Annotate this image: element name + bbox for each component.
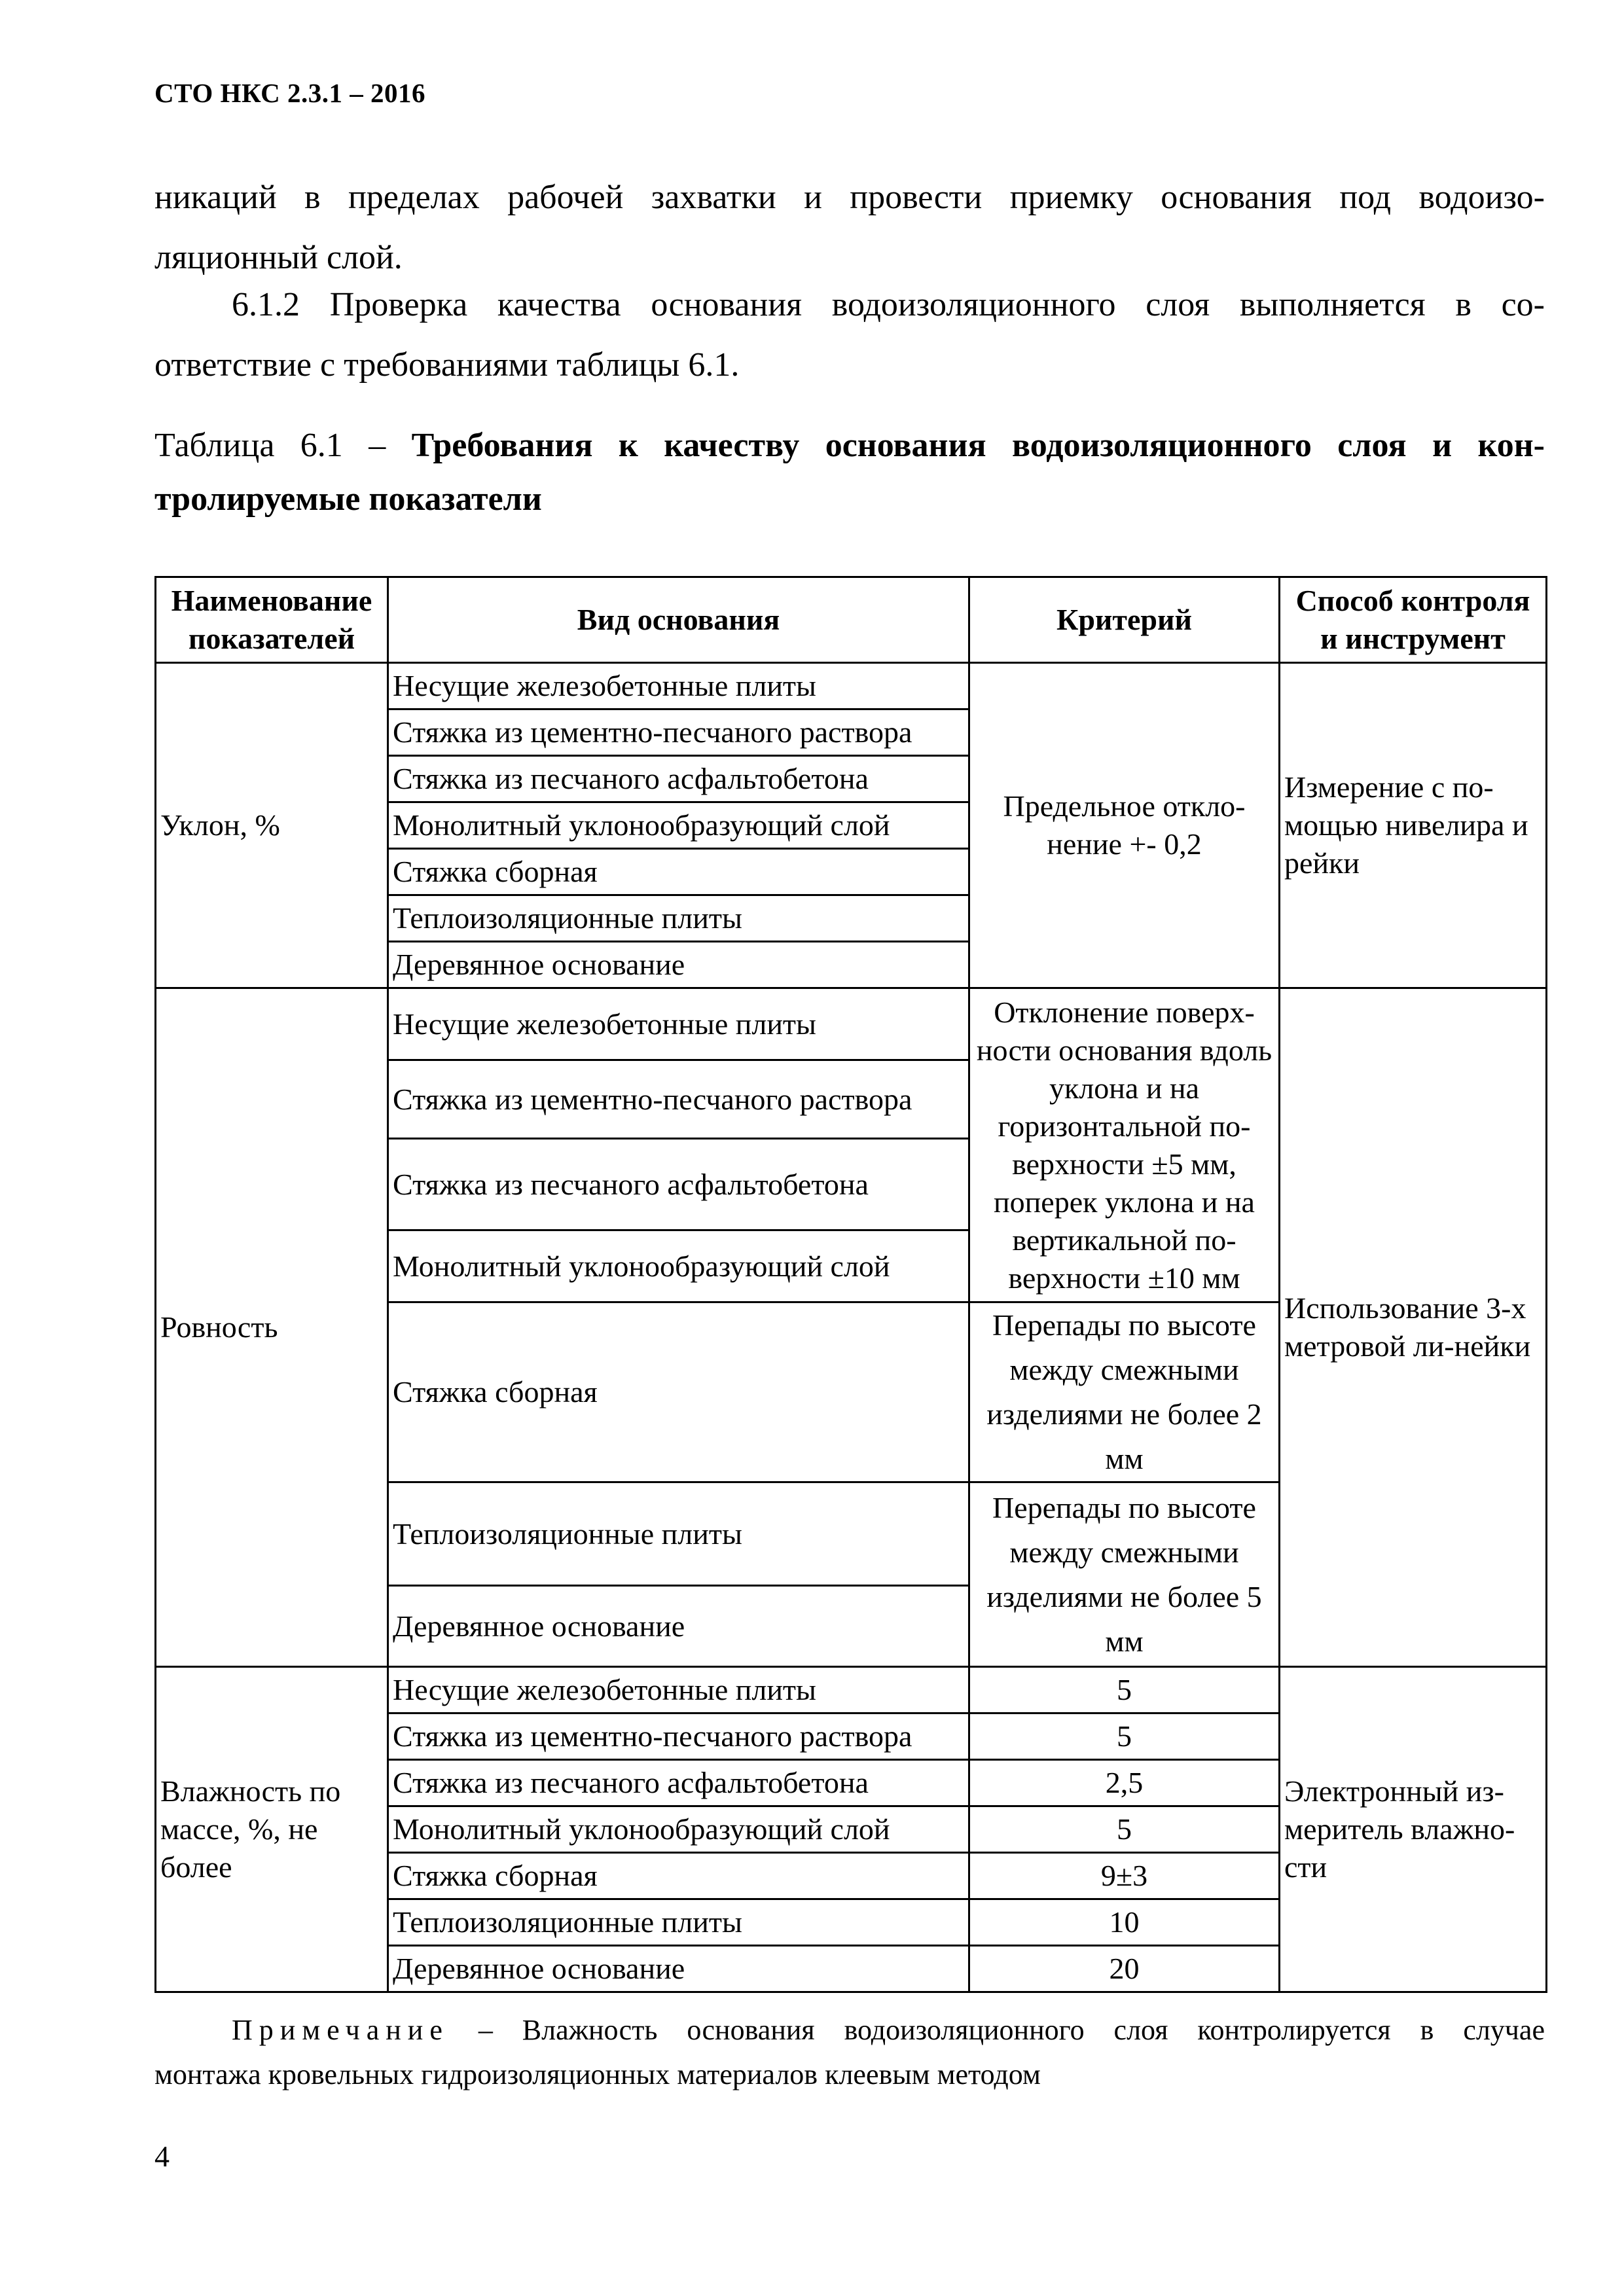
requirements-table [154,576,1547,1993]
moisture-value-cell: 9±3 [969,1853,1280,1899]
slope-control-cell: Измерение с по-мощью нивелира и рейки [1280,663,1547,988]
slope-name-cell: Уклон, % [156,663,388,988]
base-cell: Деревянное основание [388,1946,969,1992]
base-cell: Стяжка сборная [388,849,969,895]
header-base: Вид основания [388,577,969,663]
table-row [156,988,1547,1060]
header-name: Наименование показателей [156,577,388,663]
base-cell: Несущие железобетонные плиты [388,988,969,1060]
slope-criterion-cell: Предельное откло-нение +- 0,2 [969,663,1280,988]
note-label: Примечание [232,2014,449,2046]
moisture-value-cell: 10 [969,1899,1280,1946]
moisture-value-cell: 20 [969,1946,1280,1992]
moisture-value-cell: 5 [969,1667,1280,1713]
base-cell: Стяжка из песчаного асфальтобетона [388,756,969,802]
flatness-criterion-c-cell: Перепады по высоте между смежными изделиями не более 5 мм [969,1482,1280,1667]
document-code-header: СТО НКС 2.3.1 – 2016 [154,78,426,108]
paragraph-line: ответствие с требованиями таблицы 6.1. [154,346,740,384]
base-cell: Деревянное основание [388,1586,969,1667]
note-text: монтажа кровельных гидроизоляционных материалов клеевым методом [154,2058,1041,2090]
header-control: Способ контроля и инструмент [1280,577,1547,663]
base-cell: Несущие железобетонные плиты [388,1667,969,1713]
table-header-row [156,577,1547,663]
base-cell: Монолитный уклонообразующий слой [388,802,969,849]
flatness-control-cell: Использование 3-х метровой ли-нейки [1280,988,1547,1667]
flatness-criterion-b-cell: Перепады по высоте между смежными изделиями не более 2 мм [969,1302,1280,1482]
table-row [156,1667,1547,1713]
base-cell: Деревянное основание [388,942,969,988]
base-cell: Теплоизоляционные плиты [388,1482,969,1586]
base-cell: Монолитный уклонообразующий слой [388,1806,969,1853]
table-caption-title: тролируемые показатели [154,480,542,518]
base-cell: Теплоизоляционные плиты [388,895,969,942]
paragraph-continuation [154,168,1545,288]
flatness-criterion-a-cell: Отклонение поверх-ности основания вдоль уклона и на горизонтальной по-верхности ±5 мм, поперек уклона и на вертикальной по-верхности ±10 мм [969,988,1280,1302]
header-criterion: Критерий [969,577,1280,663]
note-text: – Влажность основания водоизоляционного слоя контролируется в случае [448,2014,1545,2046]
base-cell: Теплоизоляционные плиты [388,1899,969,1946]
moisture-control-cell: Электронный из-меритель влажно-сти [1280,1667,1547,1992]
paragraph-line: 6.1.2 Проверка качества основания водоизоляционного слоя выполняется в со- [232,286,1545,323]
base-cell: Стяжка из цементно-песчаного раствора [388,1060,969,1139]
base-cell: Стяжка из песчаного асфальтобетона [388,1139,969,1230]
table-caption [154,419,1545,526]
table-caption-prefix: Таблица 6.1 – [154,427,412,464]
base-cell: Монолитный уклонообразующий слой [388,1230,969,1302]
moisture-value-cell: 5 [969,1806,1280,1853]
base-cell: Несущие железобетонные плиты [388,663,969,709]
base-cell: Стяжка сборная [388,1302,969,1482]
flatness-name-cell: Ровность [156,988,388,1667]
table-caption-title: Требования к качеству основания водоизоляционного слоя и кон- [411,427,1545,464]
moisture-name-cell: Влажность по массе, %, не более [156,1667,388,1992]
paragraph-line: ляционный слой. [154,239,403,276]
moisture-value-cell: 2,5 [969,1760,1280,1806]
paragraph-line: никаций в пределах рабочей захватки и провести приемку основания под водоизо- [154,179,1545,216]
base-cell: Стяжка из песчаного асфальтобетона [388,1760,969,1806]
base-cell: Стяжка сборная [388,1853,969,1899]
moisture-value-cell: 5 [969,1713,1280,1760]
paragraph-6-1-2 [154,275,1545,395]
page-number: 4 [154,2140,170,2173]
base-cell: Стяжка из цементно-песчаного раствора [388,709,969,756]
table-note [154,2008,1545,2097]
table-row [156,663,1547,709]
base-cell: Стяжка из цементно-песчаного раствора [388,1713,969,1760]
